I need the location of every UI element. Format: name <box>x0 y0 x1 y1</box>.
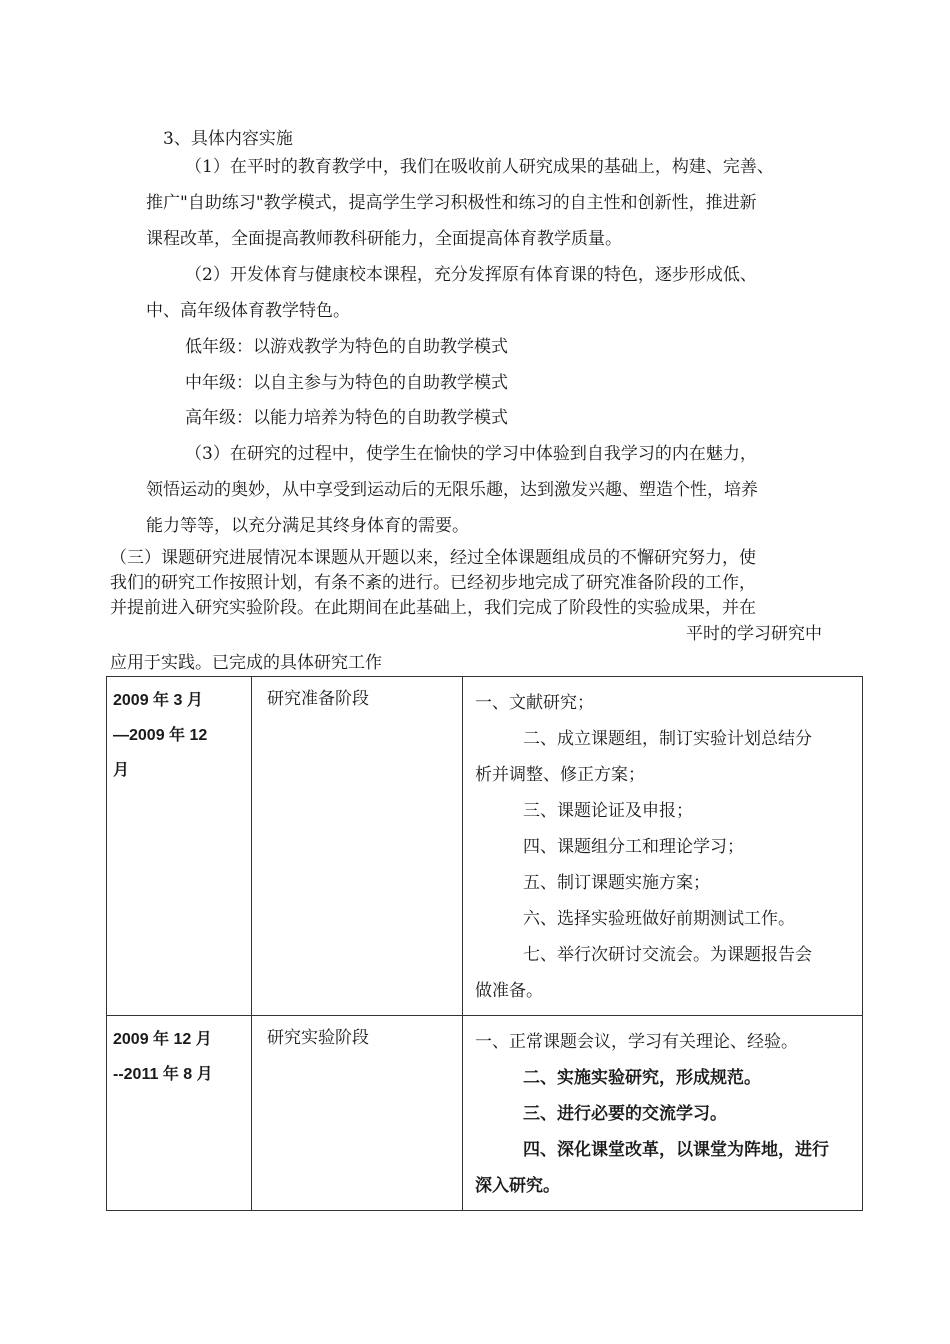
grade-high: 高年级：以能力培养为特色的自助教学模式 <box>185 408 508 428</box>
tasks-cell <box>463 677 863 1016</box>
grade-middle: 中年级：以自主参与为特色的自助教学模式 <box>185 373 508 393</box>
stage-cell: 研究实验阶段 <box>252 1016 463 1211</box>
progress-line-4: 平时的学习研究中 <box>686 624 822 644</box>
paragraph-3-line-3: 能力等等，以充分满足其终身体育的需要。 <box>146 516 469 536</box>
paragraph-1-line-2: 推广"自助练习"教学模式，提高学生学习积极性和练习的自主性和创新性，推进新 <box>146 193 757 213</box>
task-item: 七、举行次研讨交流会。为课题报告会 <box>523 945 812 965</box>
date-line: --2011 年 8 月 <box>113 1066 213 1083</box>
task-item: 六、选择实验班做好前期测试工作。 <box>523 909 795 929</box>
date-cell <box>107 1016 252 1211</box>
task-item: 三、课题论证及申报； <box>523 801 693 821</box>
table-row <box>107 677 863 1016</box>
paragraph-1-line-3: 课程改革，全面提高教师教科研能力，全面提高体育教学质量。 <box>146 229 622 249</box>
task-item: 四、课题组分工和理论学习； <box>523 837 744 857</box>
table-row <box>107 1016 863 1211</box>
progress-line-1: （三）课题研究进展情况本课题从开题以来，经过全体课题组成员的不懈研究努力，使 <box>110 548 756 568</box>
stage-cell: 研究准备阶段 <box>252 677 463 1016</box>
research-plan-table <box>106 676 863 1211</box>
progress-line-5: 应用于实践。已完成的具体研究工作 <box>110 653 382 673</box>
paragraph-3-line-1: （3）在研究的过程中，使学生在愉快的学习中体验到自我学习的内在魅力， <box>185 444 757 464</box>
progress-line-3: 并提前进入研究实验阶段。在此期间在此基础上，我们完成了阶段性的实验成果，并在 <box>110 598 756 618</box>
date-line: 2009 年 12 月 <box>113 1031 212 1048</box>
paragraph-3-line-2: 领悟运动的奥妙，从中享受到运动后的无限乐趣，达到激发兴趣、塑造个性，培养 <box>146 480 758 500</box>
task-item: 二、实施实验研究，形成规范。 <box>523 1068 761 1088</box>
task-item: 深入研究。 <box>475 1176 560 1196</box>
date-line: 月 <box>113 762 130 779</box>
date-line: —2009 年 12 <box>113 727 208 744</box>
task-item: 四、深化课堂改革，以课堂为阵地，进行 <box>523 1140 829 1160</box>
task-item: 一、文献研究； <box>475 693 594 713</box>
task-item: 一、正常课题会议，学习有关理论、经验。 <box>475 1032 798 1052</box>
paragraph-2-line-1: （2）开发体育与健康校本课程，充分发挥原有体育课的特色，逐步形成低、 <box>185 265 757 285</box>
task-item: 二、成立课题组，制订实验计划总结分 <box>523 729 812 749</box>
task-item: 三、进行必要的交流学习。 <box>523 1104 727 1124</box>
paragraph-2-line-2: 中、高年级体育教学特色。 <box>146 301 350 321</box>
task-item: 析并调整、修正方案； <box>475 765 645 785</box>
task-item: 五、制订课题实施方案； <box>523 873 710 893</box>
paragraph-1-line-1: （1）在平时的教育教学中，我们在吸收前人研究成果的基础上，构建、完善、 <box>185 157 774 177</box>
section-heading: 3、具体内容实施 <box>163 129 293 149</box>
date-line: 2009 年 3 月 <box>113 692 203 709</box>
progress-line-2: 我们的研究工作按照计划，有条不紊的进行。已经初步地完成了研究准备阶段的工作， <box>110 573 756 593</box>
tasks-cell <box>463 1016 863 1211</box>
task-item: 做准备。 <box>475 981 543 1001</box>
grade-low: 低年级：以游戏教学为特色的自助教学模式 <box>185 337 508 357</box>
date-cell <box>107 677 252 1016</box>
